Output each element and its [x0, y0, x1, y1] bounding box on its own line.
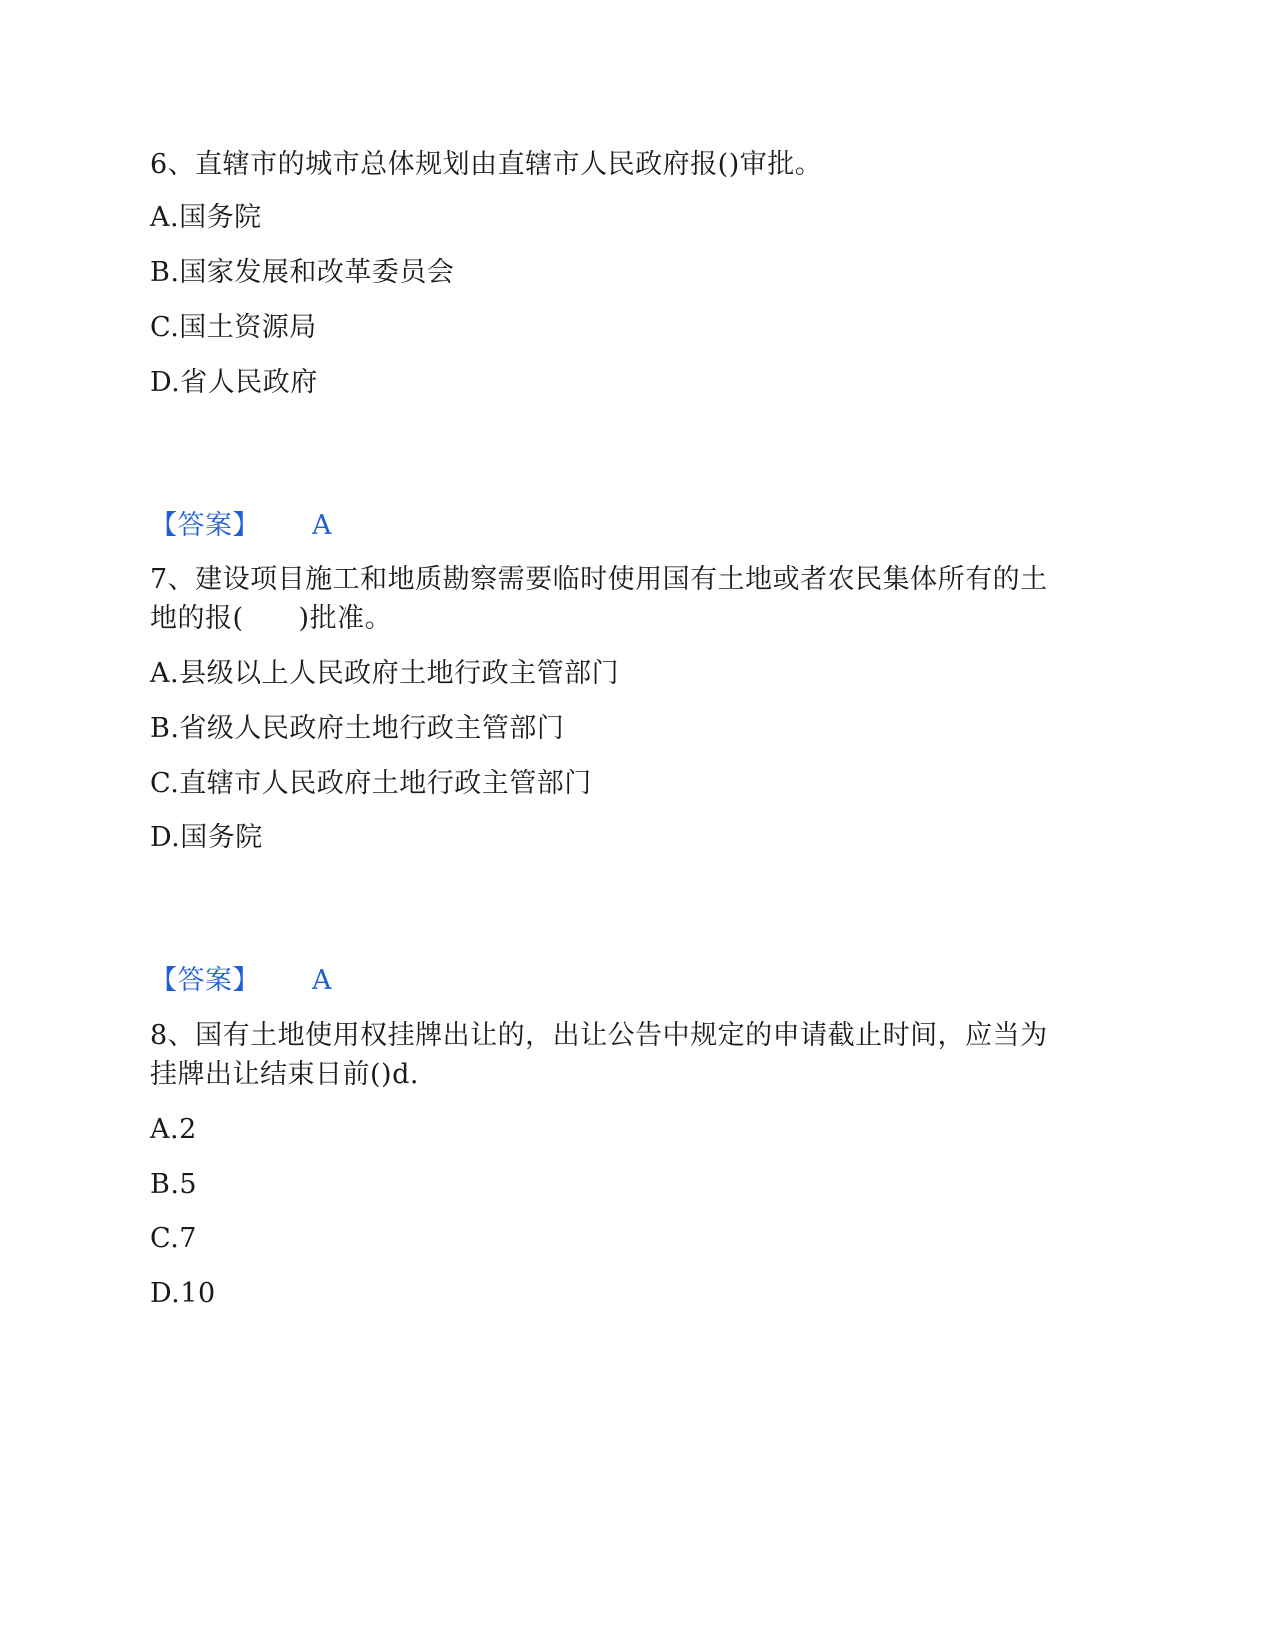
- question-6-stem: 6、直辖市的城市总体规划由直辖市人民政府报()审批。: [150, 149, 823, 180]
- question-8-stem-line-1: 8、国有土地使用权挂牌出让的，出让公告中规定的申请截止时间，应当为: [150, 1020, 1048, 1051]
- question-6-option-a: A.国务院: [150, 202, 262, 233]
- question-7-stem-line-2: 地的报( )批准。: [150, 603, 393, 634]
- question-8-option-c: C.7: [150, 1223, 197, 1254]
- question-7-option-c: C.直辖市人民政府土地行政主管部门: [150, 768, 592, 799]
- question-8-option-b: B.5: [150, 1169, 198, 1200]
- answer-value: A: [312, 510, 332, 541]
- question-6-option-d: D.省人民政府: [150, 367, 318, 398]
- question-6-answer: [150, 509, 332, 543]
- answer-label: 【答案】: [150, 965, 260, 996]
- question-8-option-d: D.10: [150, 1278, 216, 1309]
- question-7-option-a: A.县级以上人民政府土地行政主管部门: [150, 658, 620, 689]
- question-8-stem-line-2: 挂牌出让结束日前()d.: [150, 1059, 419, 1090]
- question-6-option-b: B.国家发展和改革委员会: [150, 257, 455, 288]
- question-7-stem-line-1: 7、建设项目施工和地质勘察需要临时使用国有土地或者农民集体所有的土: [150, 564, 1048, 595]
- question-7-option-b: B.省级人民政府土地行政主管部门: [150, 713, 565, 744]
- answer-value: A: [312, 965, 332, 996]
- question-7-option-d: D.国务院: [150, 822, 263, 853]
- answer-label: 【答案】: [150, 510, 260, 541]
- question-8-option-a: A.2: [150, 1114, 197, 1145]
- question-7-answer: [150, 964, 332, 998]
- question-6-option-c: C.国土资源局: [150, 312, 317, 343]
